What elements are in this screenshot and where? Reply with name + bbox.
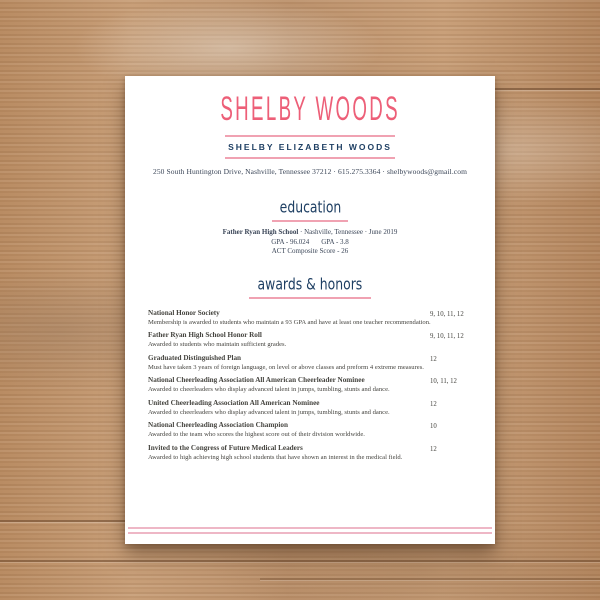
award-description: Awarded to cheerleaders who display advanced talent in jumps, tumbling, stunts and dance. (148, 386, 390, 393)
gpa-secondary: GPA - 3.8 (321, 237, 349, 246)
award-description: Awarded to the team who scores the highest score out of their division worldwide. (148, 431, 365, 438)
award-item (148, 421, 469, 439)
education-block (125, 228, 495, 257)
gpa-primary: GPA - 96.024 (271, 237, 310, 246)
award-item (148, 331, 469, 349)
section-heading-education: education (279, 198, 341, 217)
award-grades: 9, 10, 11, 12 (430, 310, 464, 318)
awards-list (125, 309, 495, 462)
applicant-name-text: SHELBY WOODS (220, 90, 400, 129)
wood-plank-seam (0, 520, 130, 522)
section-heading-awards: awards & honors (257, 275, 363, 294)
award-description: Must have taken 3 years of foreign language, on level or above classes and preform 4 extreme measures. (148, 363, 424, 371)
wood-plank-seam (0, 560, 600, 562)
contact-line: 250 South Huntington Drive, Nashville, Tennessee 37212 · 615.275.3364 · shelbywoods@gmail.com (152, 167, 468, 176)
name-underline-top (225, 135, 395, 137)
award-title: Graduated Distinguished Plan (148, 353, 242, 362)
award-description: Membership is awarded to students who maintain a 93 GPA and have at least one teacher recommendation. (148, 318, 431, 326)
award-item (148, 399, 469, 417)
award-item (148, 354, 469, 372)
education-school-line (125, 228, 495, 238)
resume-header (125, 88, 495, 176)
award-description: Awarded to high achieving high school students that have shown an interest in the medical field. (148, 453, 403, 461)
footer-double-rule-bottom (128, 532, 492, 534)
award-item (148, 309, 469, 327)
education-heading-underline (272, 220, 348, 222)
footer-double-rule-top (128, 527, 492, 529)
name-underline-bottom (225, 157, 395, 159)
award-title: Father Ryan High School Honor Roll (148, 331, 262, 339)
applicant-full-name: SHELBY ELIZABETH WOODS (228, 142, 392, 152)
award-item (148, 444, 469, 462)
award-grades: 9, 10, 11, 12 (430, 333, 464, 340)
education-act-line: ACT Composite Score - 26 (271, 247, 349, 255)
award-title: National Cheerleading Association All American Cheerleader Nominee (148, 376, 365, 384)
award-description: Awarded to students who maintain sufficient grades. (148, 341, 287, 348)
award-title: United Cheerleading Association All American Nominee (148, 398, 320, 407)
school-name: Father Ryan High School (222, 228, 299, 236)
education-gpa-line (125, 238, 495, 248)
award-grades: 10, 11, 12 (430, 378, 457, 385)
award-title: National Honor Society (148, 308, 220, 317)
award-grades: 12 (430, 445, 437, 453)
award-grades: 10 (430, 423, 437, 430)
applicant-name (125, 88, 495, 132)
award-description: Awarded to cheerleaders who display advanced talent in jumps, tumbling, stunts and dance. (148, 408, 390, 416)
award-grades: 12 (430, 355, 437, 363)
award-item (148, 376, 469, 394)
award-title: Invited to the Congress of Future Medical Leaders (148, 443, 303, 452)
awards-heading-underline (249, 297, 371, 299)
award-grades: 12 (430, 400, 437, 408)
award-title: National Cheerleading Association Champion (148, 421, 288, 429)
resume-paper (125, 76, 495, 544)
school-details: · Nashville, Tennessee · June 2019 (298, 228, 398, 236)
wood-plank-seam (260, 578, 600, 580)
